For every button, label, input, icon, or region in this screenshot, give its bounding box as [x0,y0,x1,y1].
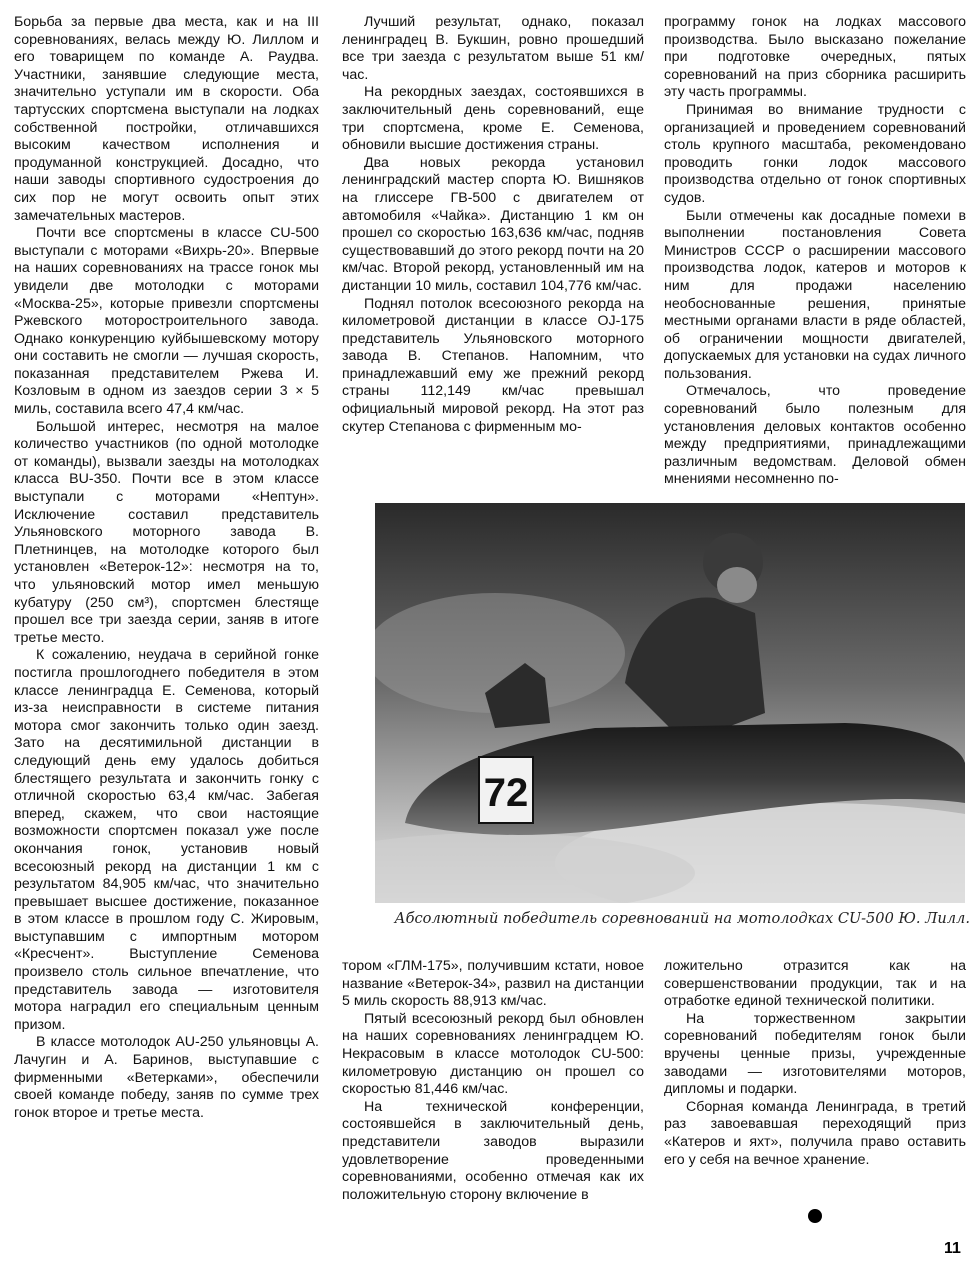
paragraph: Были отмечены как досадные помехи в выполнении постановления Совета Министров СССР о расширении массового производства лодок, катеров и моторов к ним для продажи населению необоснованные решения, принятые местными органами власти в ряде областей, об ограничении мощности двигателей, допускаемых для установки на судах личного пользования. [664,207,966,382]
article-column-1 [14,14,319,1122]
paragraph: тором «ГЛМ-175», получившим кстати, новое название «Ветерок-34», развил на дистанции 5 миль скорость 88,913 км/час. [342,958,644,1010]
paragraph: Два новых рекорда установил ленинградский мастер спорта Ю. Вишняков на глиссере ГВ-500 с двигателем от автомобиля «Чайка». Дистанцию 1 км он прошел со скоростью 163,636 км/час, подняв существовавший до этого рекорд почти на 20 км/час. Второй рекорд, установленный им на дистанции 10 миль, составил 104,776 км/час. [342,154,644,294]
paragraph: Сборная команда Ленинграда, в третий раз завоевавшая переходящий приз «Катеров и яхт», получила право оставить его у себя на вечное хранение. [664,1098,966,1168]
paragraph: На технической конференции, состоявшейся в заключительный день, представители заводов выразили удовлетворение проведенными соревнованиями, особенно отмечая как их положительную сторону включение в [342,1098,644,1203]
paragraph: Большой интерес, несмотря на малое количество участников (по одной мотолодке от команды), вызвали заезды на мотолодках класса ВU-350. Почти все в этом классе выступали с моторами «Нептун». Исключение составил представитель Ульяновского моторного завода В. Плетнинцев, на мотолодке которого был установлен «Ветерок-12»: несмотря на то, что ульяновский мотор имел меньшую кубатуру (250 см³), спортсмен блестяще прошел все три заезда серии, заняв в итоге третье место. [14,418,319,646]
race-photo-illustration [375,503,965,903]
paragraph: Лучший результат, однако, показал ленинградец В. Букшин, ровно прошедший все три заезда с результатом выше 51 км/час. [342,14,644,83]
paragraph: К сожалению, неудача в серийной гонке постигла прошлогоднего победителя в этом классе ленинградца Е. Семенова, который из-за неисправности в системе питания мотора смог закончить только один заезд. Зато на десятимильной дистанции в следующий день ему удалось добиться блестящего результата и закончить гонку с отличной скоростью 63,4 км/час. Забегая вперед, скажем, что свои настоящие возможности спортсмен показал уже после окончания гонок, установив новый всесоюзный рекорд на дистанции 1 км с результатом 84,905 км/час, что значительно превышает высшее достижение, показанное в этом классе в прошлом году С. Жировым, выступавшим с импортным мотором «Кресчент». Выступление Семенова произвело столь сильное впечатление, что представитель завода — изготовителя мотора наградил его специальным ценным призом. [14,647,319,1033]
page-number: 11 [944,1240,961,1257]
end-of-article-bullet [808,1209,822,1223]
paragraph: На рекордных заездах, состоявшихся в заключительный день соревнований, еще три спортсмена, кроме Е. Семенова, обновили высшие достижения страны. [342,84,644,154]
paragraph: программу гонок на лодках массового производства. Было высказано пожелание при подготовке очередных, пятых соревнований на приз сборника расширить эту часть программы. [664,14,966,101]
paragraph: В классе мотолодок АU-250 ульяновцы А. Лачугин и А. Баринов, выступавшие с фирменными «Ветерками», обеспечили своей команде победу, заняв по сумме трех гонок второе и третье места. [14,1034,319,1121]
paragraph: Почти все спортсмены в классе СU-500 выступали с моторами «Вихрь-20». Впервые на наших соревнованиях на трассе гонок мы увидели две мотолодки с моторами «Москва-25», которые привезли спортсмены Ржевского моторостроительного завода. Однако конкуренцию куйбышевскому мотору они составить не смогли — лучшая скорость, показанная представителем Ржева И. Козловым в одном из заездов серии 3 × 5 миль, составила всего 47,4 км/час. [14,225,319,418]
photo-caption: Абсолютный победитель соревнований на мотолодках СU-500 Ю. Лилл. [394,910,970,927]
paragraph: Борьба за первые два места, как и на III соревнованиях, велась между Ю. Лиллом и его товарищем по команде А. Раудва. Участники, занявшие следующие места, значительно уступали им в скорости. Оба тартусских спортсмена выступали на лодках собственной постройки, отличавшихся высоким качеством исполнения и продуманной конструкцией. Досадно, что наши заводы спортивного судостроения до сих пор не могут освоить опыт этих замечательных мастеров. [14,14,319,224]
paragraph: Пятый всесоюзный рекорд был обновлен на наших соревнованиях ленинградцем Ю. Некрасовым в классе мотолодок СU-500: километровую дистанцию он прошел со скоростью 81,446 км/час. [342,1010,644,1098]
paragraph: Отмечалось, что проведение соревнований было полезным для установления деловых контактов особенно между предприятиями, принадлежащими различным ведомствам. Деловой обмен мнениями несомненно по- [664,383,966,488]
article-column-2-bottom [342,958,644,1204]
article-column-3-bottom [664,958,966,1169]
paragraph: ложительно отразится как на совершенствовании продукции, так и на отработке единой технической политики. [664,958,966,1010]
paragraph: Поднял потолок всесоюзного рекорда на километровой дистанции в классе ОJ-175 представитель Ульяновского моторного завода В. Степанов. Напомним, что принадлежавший ему же прежний рекорд страны 112,149 км/час превышал официальный мировой рекорд. На этот раз скутер Степанова с фирменным мо- [342,295,644,435]
paragraph: На торжественном закрытии соревнований победителям гонок были вручены ценные призы, учрежденные заводами — изготовителями моторов, дипломы и подарки. [664,1010,966,1098]
paragraph: Принимая во внимание трудности с организацией и проведением соревнований столь крупного масштаба, рекомендовано проводить гонки лодок массового производства отдельно от гонок спортивных судов. [664,101,966,206]
race-number: 72 [483,771,529,815]
article-column-2-top [342,14,644,436]
race-photo [375,503,965,903]
article-column-3-top [664,14,966,489]
